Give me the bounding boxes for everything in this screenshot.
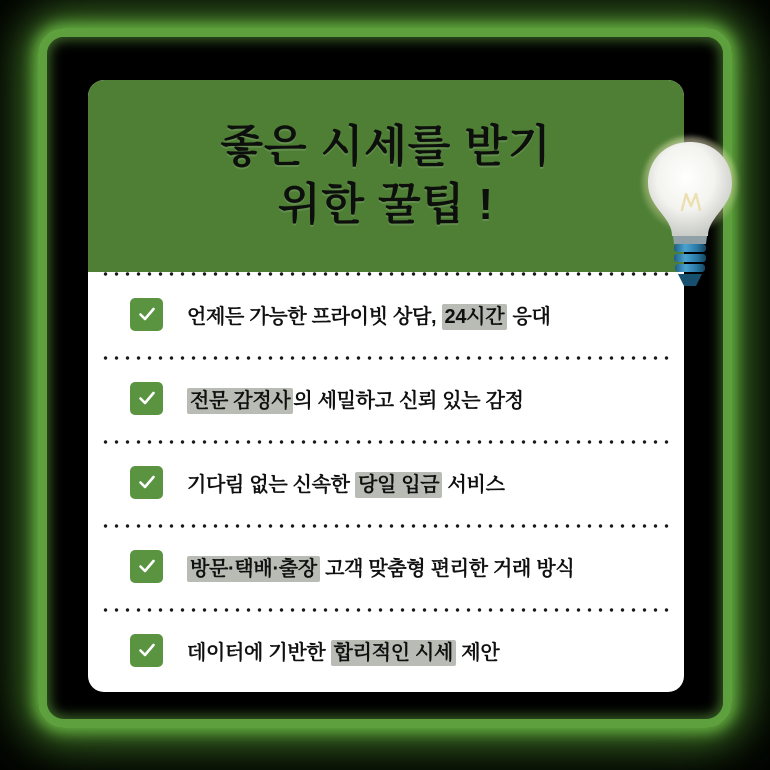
check-icon: [130, 550, 163, 583]
plain-text: 의 세밀하고 신뢰 있는 감정: [293, 389, 524, 412]
plain-text: 고객 맞춤형 편리한 거래 방식: [319, 557, 575, 580]
plain-text: 제안: [456, 641, 500, 664]
highlighted-text: 방문·택배·출장: [187, 556, 320, 582]
feature-row-label: [187, 300, 551, 329]
feature-row-label: [187, 636, 499, 665]
plain-text: 데이터에 기반한: [187, 641, 331, 664]
highlighted-text: 전문 감정사: [187, 388, 293, 414]
highlighted-text: 24시간: [442, 304, 508, 330]
feature-row: [88, 608, 684, 692]
check-icon: [130, 298, 163, 331]
plain-text: 기다림 없는 신속한: [187, 473, 355, 496]
light-bulb-icon: [636, 136, 746, 296]
plain-text: 응대: [507, 305, 551, 328]
check-icon: [130, 466, 163, 499]
page-title-line-1: 좋은 시세를 받기: [220, 121, 552, 171]
check-icon: [130, 382, 163, 415]
plain-text: 서비스: [442, 473, 505, 496]
feature-row: [88, 272, 684, 356]
feature-row-label: [187, 468, 505, 497]
content-card: [88, 80, 684, 692]
feature-row-label: [187, 552, 574, 581]
feature-row: [88, 524, 684, 608]
feature-row-label: [187, 384, 524, 413]
feature-row: [88, 440, 684, 524]
feature-list: [88, 272, 684, 692]
poster-header: [88, 80, 684, 272]
highlighted-text: 당일 입금: [355, 472, 442, 498]
plain-text: 언제든 가능한 프라이빗 상담,: [187, 305, 442, 328]
page-title-line-2: 위한 꿀팁 !: [277, 180, 495, 229]
highlighted-text: 합리적인 시세: [331, 640, 456, 666]
check-icon: [130, 634, 163, 667]
feature-row: [88, 356, 684, 440]
